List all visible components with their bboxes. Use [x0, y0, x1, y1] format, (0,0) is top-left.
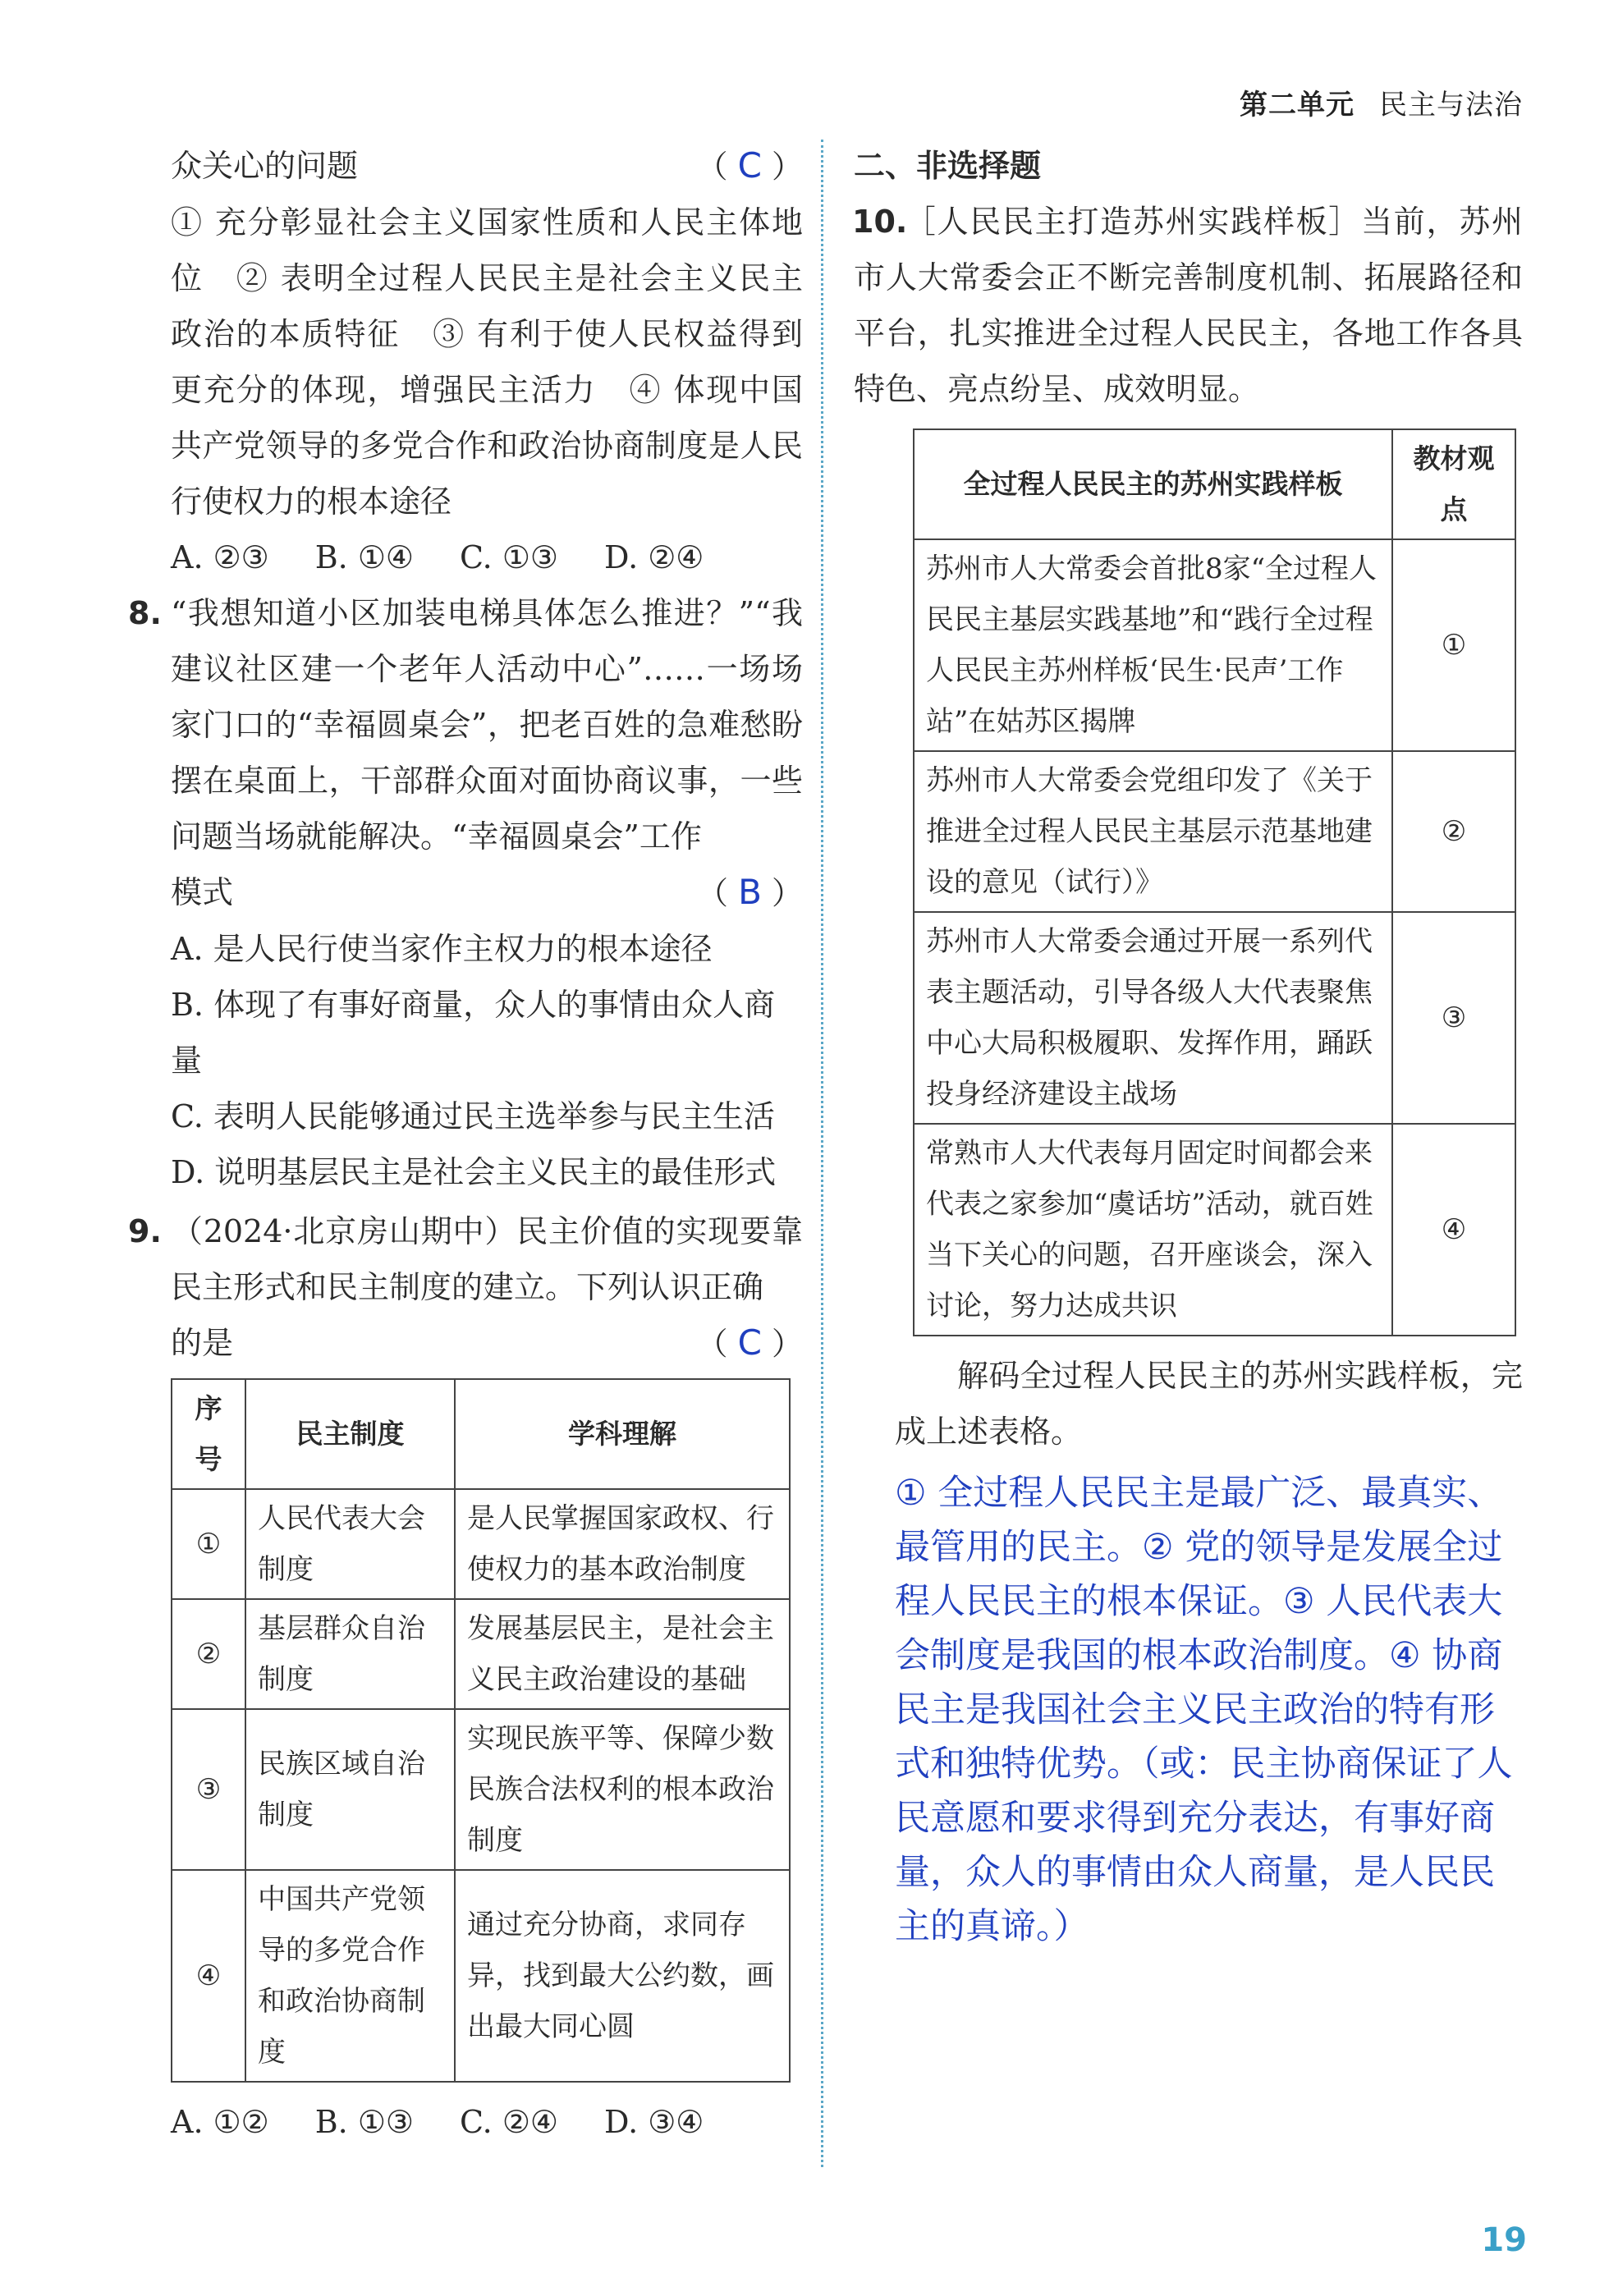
left-column: [128, 138, 803, 2150]
table-row: [914, 751, 1515, 912]
q10-row3-view: ③: [1392, 912, 1515, 1124]
page-number: 19: [1481, 2221, 1527, 2259]
q10-row3-practice: 苏州市人大常委会通过开展一系列代表主题活动，引导各级人大代表聚焦中心大局积极履职、发挥作用，踊跃投身经济建设主战场: [914, 912, 1392, 1124]
right-column: [854, 138, 1523, 1954]
q8-stem-tail: 模式: [171, 874, 234, 910]
q9-row3-understanding: 实现民族平等、保障少数民族合法权利的根本政治制度: [455, 1709, 790, 1870]
q8-answer-bracket: （ B ）: [696, 872, 803, 912]
q7-option-d[interactable]: D. ②④: [603, 539, 704, 575]
q9-row2-no: ②: [172, 1599, 245, 1709]
q10-row2-view: ②: [1392, 751, 1515, 912]
q10-handwritten-answer: ① 全过程人民民主是最广泛、最真实、最管用的民主。② 党的领导是发展全过程人民民主的根本保证。③ 人民代表大会制度是我国的根本政治制度。④ 协商民主是我国社会主义民主政治的特有形式和独特优势。（或：民主协商保证了人民意愿和要求得到充分表达，有事好商量，众人的事情由众人商量，是人民民主的真谛。）: [895, 1473, 1513, 1947]
q7-options: [171, 529, 803, 585]
q9-th-system: 民主制度: [245, 1379, 455, 1489]
unit-title: 民主与法治: [1379, 89, 1523, 121]
column-divider: [821, 140, 823, 2167]
q9-row2-understanding: 发展基层民主，是社会主义民主政治建设的基础: [455, 1599, 790, 1709]
q9-tail-line: [171, 1315, 803, 1372]
q9-answer-bracket: （ C ）: [696, 1322, 803, 1363]
q9-row1-no: ①: [172, 1489, 245, 1599]
q9-option-b[interactable]: B. ①③: [314, 2104, 414, 2140]
section-title: 二、非选择题: [854, 148, 1042, 184]
q7-option-c[interactable]: C. ①③: [459, 539, 558, 575]
table-row: [172, 1709, 790, 1870]
q9-stem-tail: 的是: [171, 1325, 234, 1361]
q10-row1-view: ①: [1392, 539, 1515, 751]
table-row: [172, 1599, 790, 1709]
q7-statements: ① 充分彰显社会主义国家性质和人民主体地位 ② 表明全过程人民民主是社会主义民主政治的本质特征 ③ 有利于使人民权益得到更充分的体现，增强民主活力 ④ 体现中国共产党领导的多党合作和政治协商制度是人民行使权力的根本途径: [171, 204, 803, 520]
q9-th-understanding: 学科理解: [455, 1379, 790, 1489]
q10-row4-practice: 常熟市人大代表每月固定时间都会来代表之家参加“虞话坊”活动，就百姓当下关心的问题，召开座谈会，深入讨论，努力达成共识: [914, 1124, 1392, 1336]
q9-row3-system: 民族区域自治制度: [245, 1709, 455, 1870]
q10-row2-practice: 苏州市人大常委会党组印发了《关于推进全过程人民民主基层示范基地建设的意见（试行）》: [914, 751, 1392, 912]
q8-option-d[interactable]: D. 说明基层民主是社会主义民主的最佳形式: [171, 1154, 777, 1190]
q9-row4-understanding: 通过充分协商，求同存异，找到最大公约数，画出最大同心圆: [455, 1870, 790, 2082]
q9-stem-block: [128, 1203, 803, 1315]
q8-tail-line: [171, 864, 803, 921]
q7-answer-bracket: （ C ）: [696, 145, 803, 186]
q10-instruction: 解码全过程人民民主的苏州实践样板，完成上述表格。: [895, 1358, 1523, 1450]
q9-row3-no: ③: [172, 1709, 245, 1870]
table-row: [914, 1124, 1515, 1336]
q9-option-a[interactable]: A. ①②: [171, 2104, 269, 2140]
q9-option-c[interactable]: C. ②④: [459, 2104, 558, 2140]
q9-stem: （2024·北京房山期中）民主价值的实现要靠民主形式和民主制度的建立。下列认识正确: [171, 1213, 803, 1305]
table-row: [172, 1489, 790, 1599]
q8-number: 8.: [128, 595, 162, 631]
q8-option-b[interactable]: B. 体现了有事好商量，众人的事情由众人商量: [171, 987, 776, 1079]
q9-number: 9.: [128, 1213, 162, 1249]
q10-stem-block: [854, 194, 1523, 417]
q10-row1-practice: 苏州市人大常委会首批8家“全过程人民民主基层实践基地”和“践行全过程人民民主苏州样板‘民生·民声’工作站”在姑苏区揭牌: [914, 539, 1392, 751]
page-header: [1240, 82, 1523, 122]
q7-answer: C: [737, 145, 762, 186]
q9-table: [171, 1378, 791, 2083]
q9-option-d[interactable]: D. ③④: [603, 2104, 704, 2140]
q9-row4-no: ④: [172, 1870, 245, 2082]
q7-tail-line: [171, 138, 803, 195]
q7-option-b[interactable]: B. ①④: [314, 539, 414, 575]
unit-label: 第二单元: [1240, 89, 1355, 121]
q10-th-practice: 全过程人民民主的苏州实践样板: [914, 429, 1392, 539]
q7-option-a[interactable]: A. ②③: [171, 539, 269, 575]
table-row: [172, 1870, 790, 2082]
q9-answer: C: [737, 1322, 762, 1363]
q7-tail: 众关心的问题: [171, 148, 359, 184]
q10-row4-view: ④: [1392, 1124, 1515, 1336]
q9-row4-system: 中国共产党领导的多党合作和政治协商制度: [245, 1870, 455, 2082]
q8-answer: B: [738, 872, 762, 912]
q8-option-c[interactable]: C. 表明人民能够通过民主选举参与民主生活: [171, 1098, 775, 1134]
q10-th-view: 教材观点: [1392, 429, 1515, 539]
q10-table-header: [914, 429, 1515, 539]
table-row: [914, 539, 1515, 751]
q9-table-header: [172, 1379, 790, 1489]
q9-row1-system: 人民代表大会制度: [245, 1489, 455, 1599]
q8-stem-block: [128, 585, 803, 864]
q9-row1-understanding: 是人民掌握国家政权、行使权力的基本政治制度: [455, 1489, 790, 1599]
q9-options: [171, 2094, 803, 2150]
q8-stem: “我想知道小区加装电梯具体怎么推进？”“我建议社区建一个老年人活动中心”……一场场家门口的“幸福圆桌会”，把老百姓的急难愁盼摆在桌面上，干部群众面对面协商议事，一些问题当场就能解决。“幸福圆桌会”工作: [171, 595, 803, 855]
q10-stem: ［人民民主打造苏州实践样板］当前，苏州市人大常委会正不断完善制度机制、拓展路径和平台，扎实推进全过程人民民主，各地工作各具特色、亮点纷呈、成效明显。: [854, 204, 1523, 407]
q10-table: [913, 428, 1516, 1336]
q8-option-a[interactable]: A. 是人民行使当家作主权力的根本途径: [171, 931, 713, 967]
table-row: [914, 912, 1515, 1124]
q9-row2-system: 基层群众自治制度: [245, 1599, 455, 1709]
q10-number: 10.: [852, 204, 908, 240]
q9-th-no: 序号: [172, 1379, 245, 1489]
